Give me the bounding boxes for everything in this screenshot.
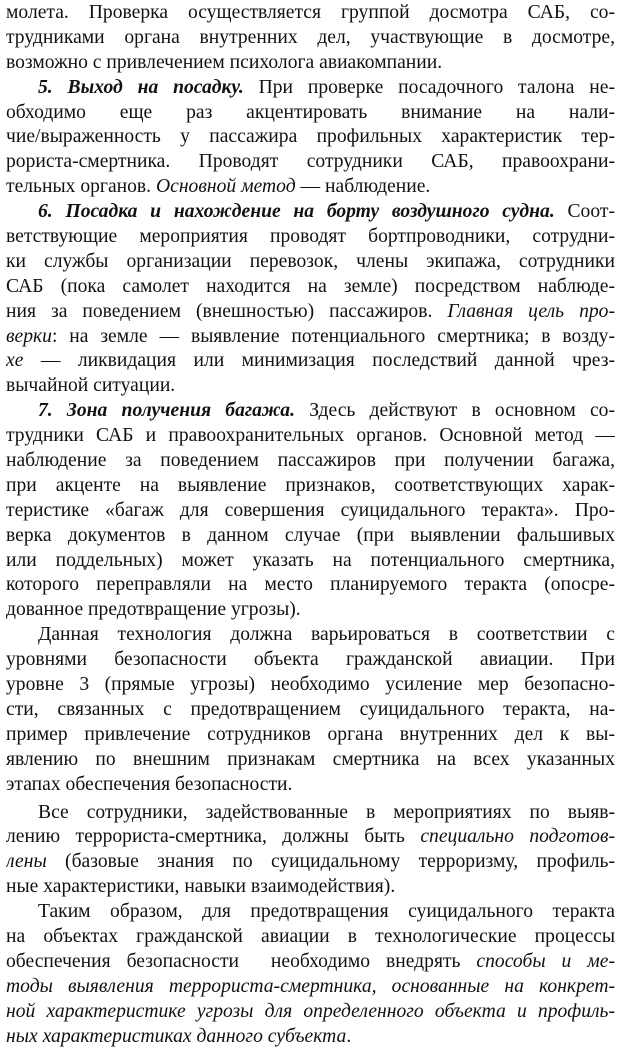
paragraph-technology xyxy=(6,623,615,797)
text-line: явлению по внешним признакам смертника на всех указанных xyxy=(6,748,615,770)
item-text: При проверке посадочного талона не- xyxy=(258,76,615,98)
text-line: сти, связанных с предотвращением суицидального теракта, на- xyxy=(6,698,615,720)
item-text: ния за поведением (внешностью) пассажиров. xyxy=(6,300,433,322)
item-title: Зона получения багажа. xyxy=(66,400,296,422)
text-line: чие/выраженность у пассажира профильных характеристик тер- xyxy=(6,126,615,148)
emphasis-text: Главная цель про- xyxy=(447,300,615,322)
text-line xyxy=(6,175,615,200)
text-line: Таким образом, для предотвращения суицидального теракта xyxy=(38,901,615,923)
text-line: трудники САБ и правоохранительных органов. Основной метод — xyxy=(6,425,615,447)
emphasis-text: Основной метод xyxy=(155,176,296,198)
item-text: . xyxy=(346,1025,352,1047)
text-line xyxy=(6,300,615,325)
text-line xyxy=(6,1025,615,1049)
text-line: дованное предотвращение угрозы). xyxy=(6,599,301,621)
item-title: Посадка и нахождение на борту воздушного судна. xyxy=(65,201,555,223)
text-line xyxy=(6,399,615,424)
item-text: Соот- xyxy=(567,201,615,223)
text-line: при акценте на выявление признаков, соответствующих харак- xyxy=(6,474,615,496)
emphasis-text: ных характеристиках данного субъекта xyxy=(6,1025,347,1047)
text-line: Данная технология должна варьироваться в соответствии с xyxy=(38,624,615,646)
text-line xyxy=(6,200,615,225)
text-line: ки службы организации перевозок, члены экипажа, сотрудники xyxy=(6,250,615,272)
text-line: ветствующие мероприятия проводят бортпроводники, сотрудни- xyxy=(6,226,615,248)
item-text: обеспечения безопасности необходимо внедрять xyxy=(6,950,461,972)
text-line: теристике «багаж для совершения суицидального теракта». Про- xyxy=(6,499,615,521)
emphasis-text: способы и ме- xyxy=(476,950,615,972)
text-line: уровне 3 (прямые угрозы) необходимо усиление мер безопасно- xyxy=(6,674,615,696)
list-item-7 xyxy=(6,399,615,623)
text-line: наблюдение за поведением пассажиров при получении багажа, xyxy=(6,450,615,472)
item-number: 6. xyxy=(38,201,53,223)
item-text: — ликвидация или минимизация последствий данной чрез- xyxy=(40,350,615,372)
text-line: ной характеристике угрозы для определенного объекта и профиль- xyxy=(6,1000,615,1022)
text-line: рориста-смертника. Проводят сотрудники САБ, правоохрани- xyxy=(6,151,615,173)
item-number: 7. xyxy=(38,400,53,422)
item-text: — наблюдение. xyxy=(300,176,431,198)
text-line: обходимо еще раз акцентировать внимание на нали- xyxy=(6,101,615,123)
emphasis-text: верки xyxy=(6,325,52,347)
item-text: Здесь действуют в основном со- xyxy=(309,400,615,422)
item-text: лению террориста-смертника, должны быть xyxy=(6,826,405,848)
text-line xyxy=(6,349,615,374)
item-text: тельных органов. xyxy=(6,176,152,198)
item-title: Выход на посадку. xyxy=(67,76,244,98)
paragraph-conclusion xyxy=(6,900,615,1049)
text-line: тоды выявления террориста-смертника, основанные на конкрет- xyxy=(6,975,615,997)
paragraph-staff xyxy=(6,801,615,901)
item-text: : на земле — выявление потенциального смертника; в возду- xyxy=(51,325,615,347)
text-line xyxy=(6,76,615,101)
text-line: на объектах гражданской авиации в технологические процессы xyxy=(6,925,615,947)
text-line: САБ (пока самолет находится на земле) посредством наблюде- xyxy=(6,275,615,297)
text-line: пример привлечение сотрудников органа внутренних дел к вы- xyxy=(6,723,615,745)
list-item-6 xyxy=(6,200,615,399)
text-line: верка документов в данном случае (при выявлении фальшивых xyxy=(6,524,615,546)
text-line: уровнями безопасности объекта гражданской авиации. При xyxy=(6,649,615,671)
text-line: молета. Проверка осуществляется группой досмотра САБ, со- xyxy=(6,2,615,23)
text-line xyxy=(6,825,615,850)
text-line: ные характеристики, навыки взаимодействия). xyxy=(6,876,396,898)
item-text: (базовые знания по суицидальному терроризму, профиль- xyxy=(65,851,615,873)
text-line: возможно с привлечением психолога авиакомпании. xyxy=(6,51,443,73)
text-line xyxy=(6,325,615,350)
paragraph-intro xyxy=(6,1,615,76)
text-line: Все сотрудники, задействованные в мероприятиях по выяв- xyxy=(38,801,615,823)
list-item-5 xyxy=(6,76,615,200)
emphasis-text: лены xyxy=(6,851,47,873)
text-line: этапах обеспечения безопасности. xyxy=(6,773,293,795)
emphasis-text: хе xyxy=(6,350,24,372)
text-line xyxy=(6,850,615,875)
emphasis-text: специально подготов- xyxy=(420,826,615,848)
text-line: которого переправляли на место планируемого теракта (опосре- xyxy=(6,574,615,596)
item-number: 5. xyxy=(38,76,53,98)
text-line: трудниками органа внутренних дел, участвующие в досмотре, xyxy=(6,26,615,48)
text-line: вычайной ситуации. xyxy=(6,375,176,397)
text-line: или поддельных) может указать на потенциального смертника, xyxy=(6,549,615,571)
text-line xyxy=(6,950,615,975)
